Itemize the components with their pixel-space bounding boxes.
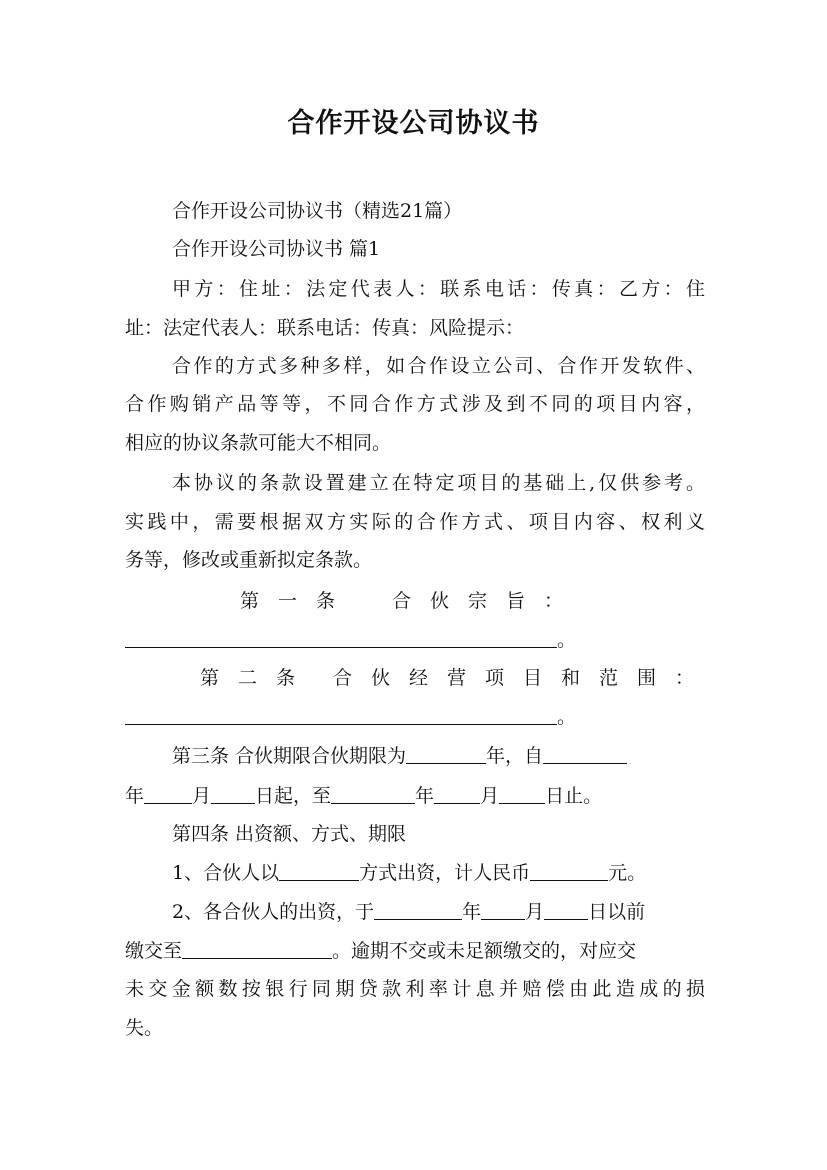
blank-field (125, 629, 557, 648)
blank-field (279, 862, 359, 881)
blank-field (406, 745, 486, 764)
paragraph-line: 合作的方式多种多样，如合作设立公司、合作开发软件、 (172, 355, 705, 377)
fill-in-line: 2、各合伙人的出资，于 年 月 日以前 (172, 901, 646, 923)
fill-in-line: 年 月 日起，至 年 月 日止。 (125, 785, 603, 807)
fill-in-line: 1、合伙人以 方式出资，计人民币 元。 (172, 862, 647, 884)
section-heading: 合作开设公司协议书 篇1 (172, 238, 381, 260)
blank-field (374, 901, 462, 920)
subtitle-line: 合作开设公司协议书（精选21篇） (172, 200, 463, 222)
fill-in-line: 。 (125, 627, 705, 653)
paragraph-line: 合作购销产品等等，不同合作方式涉及到不同的项目内容， (125, 393, 705, 415)
article-heading: 第 一 条 合 伙 宗 旨 ： (240, 590, 564, 612)
paragraph-line: 未交金额数按银行同期贷款利率计息并赔偿由此造成的损 (125, 978, 705, 1000)
blank-field (125, 706, 557, 725)
blank-field (182, 940, 332, 959)
blank-field (331, 785, 415, 804)
blank-field (144, 785, 192, 804)
paragraph-line: 本协议的条款设置建立在特定项目的基础上,仅供参考。 (172, 472, 705, 494)
paragraph-line: 实践中，需要根据双方实际的合作方式、项目内容、权利义 (125, 511, 705, 533)
fill-in-line: 。 (125, 704, 705, 730)
article-heading: 第 二 条 合 伙 经 营 项 目 和 范 围 ： (200, 667, 695, 689)
document-title: 合作开设公司协议书 (287, 108, 540, 139)
blank-field (499, 785, 545, 804)
blank-field (481, 901, 525, 920)
paragraph-line: 失。 (125, 1017, 164, 1039)
fill-in-line: 缴交至 。逾期不交或未足额缴交的，对应交 (125, 940, 637, 962)
blank-field (543, 745, 627, 764)
paragraph-line: 甲方：住址：法定代表人：联系电话：传真：乙方：住 (172, 278, 705, 300)
paragraph-line: 务等，修改或重新拟定条款。 (125, 549, 373, 571)
paragraph-line: 址：法定代表人：联系电话：传真：风险提示： (125, 317, 525, 339)
blank-field (211, 785, 255, 804)
blank-field (434, 785, 480, 804)
paragraph-line: 第四条 出资额、方式、期限 (172, 823, 407, 845)
blank-field (544, 901, 588, 920)
paragraph-line: 相应的协议条款可能大不相同。 (125, 432, 392, 454)
fill-in-line: 第三条 合伙期限合伙期限为 年，自 (172, 743, 705, 769)
blank-field (530, 862, 608, 881)
